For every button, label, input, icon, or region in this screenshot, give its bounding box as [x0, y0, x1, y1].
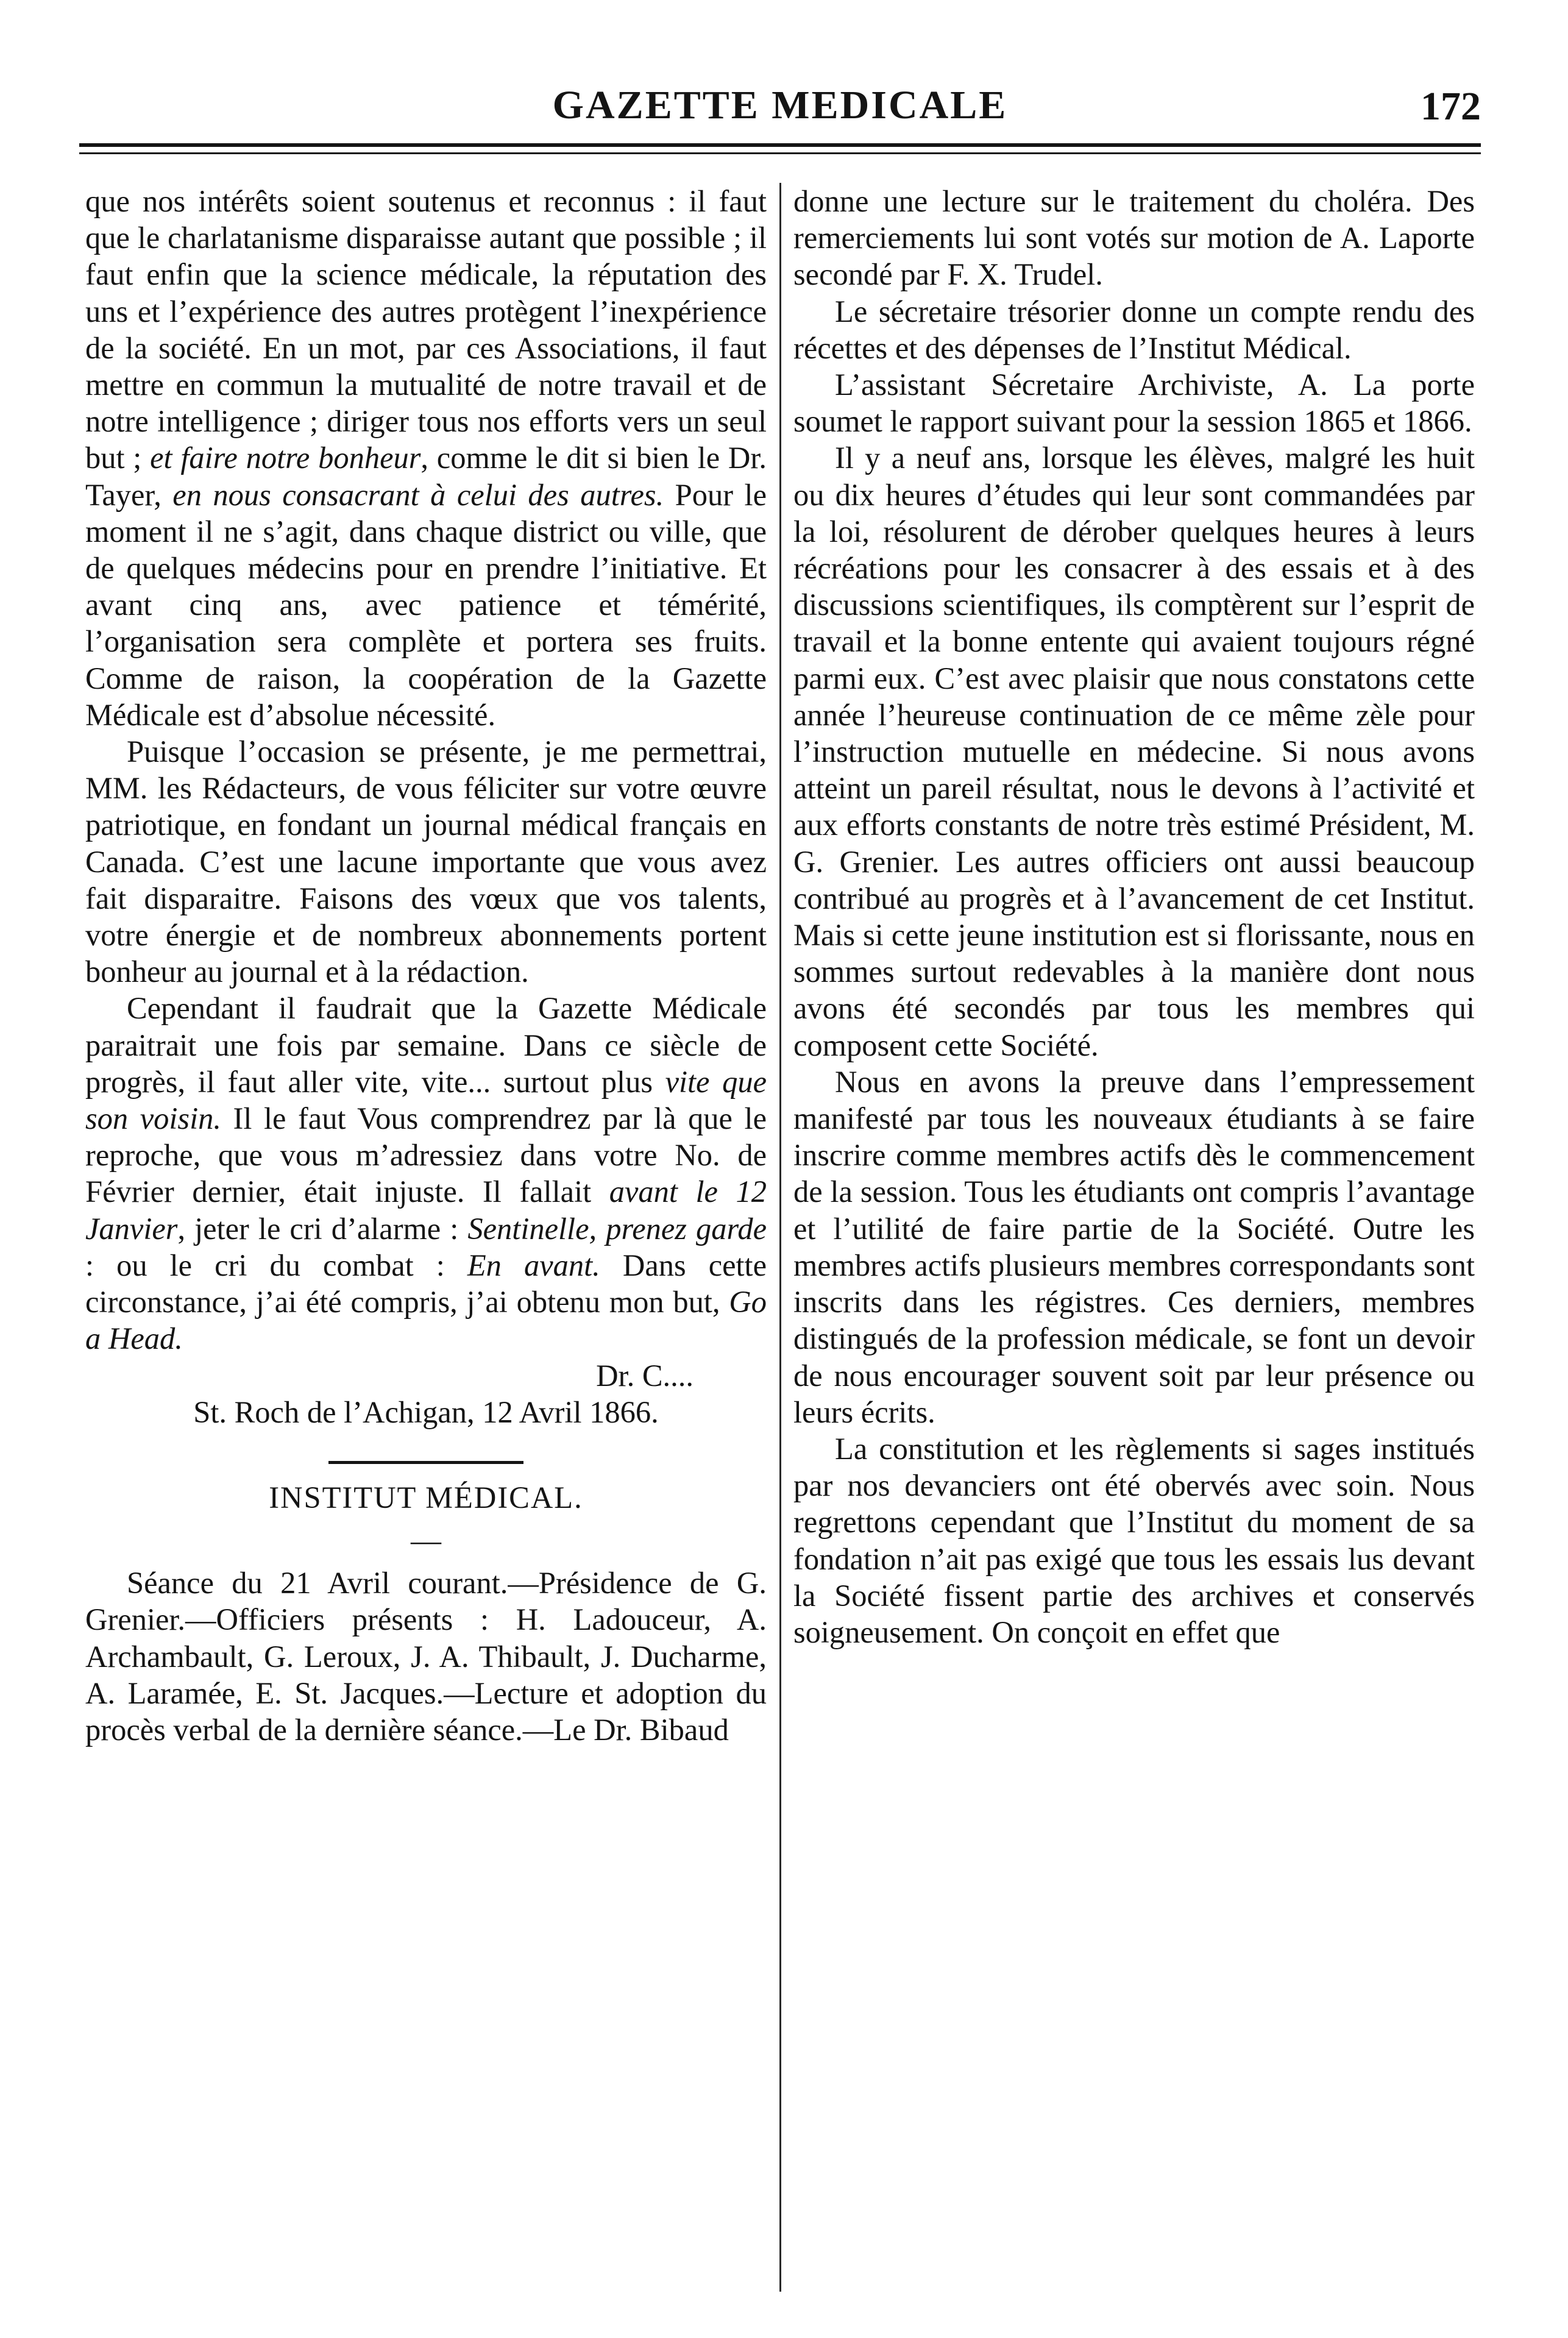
- paragraph: Puisque l’occasion se présente, je me permettrai, MM. les Rédacteurs, de vous féliciter sur votre œuvre patriotique, en fondant un journal médical français en Canada. C’est une lacune importante que vous avez fait disparaitre. Faisons des vœux que vos talents, votre énergie et de nombreux abonnements portent bonheur au journal et à la rédaction.: [85, 734, 767, 989]
- paragraph: La constitution et les règlements si sages institués par nos devanciers ont été obervés avec soin. Nous regrettons cependant que l’Institut du moment de sa fondation n’ait pas exigé que tous les essais lus devant la Société fissent partie des archives et conservés soigneusement. On conçoit en effet que: [793, 1431, 1475, 1649]
- left-column: [85, 183, 767, 1748]
- paragraph: Nous en avons la preuve dans l’empressement manifesté par tous les nouveaux étudiants à se faire inscrire comme membres actifs dès le commencement de la session. Tous les étudiants ont compris l’avantage et l’utilité de faire partie de la Société. Outre les membres actifs plusieurs membres correspondants sont inscrits dans les régistres. Ces derniers, membres distingués de la profession médicale, se font un devoir de nous encourager souvent soit par leur présence ou leurs écrits.: [793, 1064, 1475, 1429]
- right-column: [793, 183, 1475, 1650]
- page-header: [79, 58, 1481, 131]
- dateline: St. Roch de l’Achigan, 12 Avril 1866.: [193, 1395, 659, 1429]
- column-divider: [779, 183, 781, 2292]
- italic-phrase: et faire notre bonheur: [150, 441, 421, 475]
- section-title: INSTITUT MÉDICAL.: [269, 1480, 583, 1515]
- paragraph: Le sécretaire trésorier donne un compte rendu des récettes et des dépenses de l’Institut Médical.: [793, 294, 1475, 365]
- paragraph: donne une lecture sur le traitement du choléra. Des remerciements lui sont votés sur motion de A. Laporte secondé par F. X. Trudel.: [793, 184, 1475, 292]
- italic-phrase: Go a Head.: [85, 1285, 767, 1356]
- journal-title: GAZETTE MEDICALE: [552, 83, 1008, 127]
- italic-phrase: avant le 12 Janvier: [85, 1174, 767, 1246]
- header-rule-thick: [79, 143, 1481, 147]
- section-separator: [328, 1461, 523, 1464]
- italic-phrase: en nous consacrant à celui des autres.: [172, 477, 664, 512]
- paragraph: L’assistant Sécretaire Archiviste, A. La porte soumet le rapport suivant pour la session 1865 et 1866.: [793, 368, 1475, 439]
- italic-phrase: Sentinelle, prenez garde: [467, 1211, 767, 1246]
- paragraph: Séance du 21 Avril courant.—Présidence de G. Grenier.—Officiers présents : H. Ladouceur, A. Archambault, G. Leroux, J. A. Thibault, J. Ducharme, A. Laramée, E. St. Jacques.—Lecture et adoption du procès verbal de la dernière séance.—Le Dr. Bibaud: [85, 1566, 767, 1747]
- italic-phrase: En avant.: [467, 1248, 600, 1282]
- header-rule-thin: [79, 152, 1481, 154]
- paragraph: Cependant il faudrait que la Gazette Médicale paraitrait une fois par semaine. Dans ce siècle de progrès, il faut aller vite, vite... surtout plus vite que son voisin. Il le faut Vous comprendrez par là que le reproche, que vous m’adressiez dans votre No. de Février dernier, était injuste. Il fallait avant le 12 Janvier, jeter le cri d’alarme : Sentinelle, prenez garde : ou le cri du combat : En avant. Dans cette circonstance, j’ai été compris, j’ai obtenu mon but, Go a Head.: [85, 991, 767, 1356]
- signature: Dr. C....: [596, 1358, 694, 1393]
- italic-phrase: vite que son voisin.: [85, 1064, 767, 1136]
- paragraph: que nos intérêts soient soutenus et reconnus : il faut que le charlatanisme disparaisse autant que possible ; il faut enfin que la science médicale, la réputation des uns et l’expérience des autres protègent l’inexpérience de la société. En un mot, par ces Associations, il faut mettre en commun la mutualité de notre travail et de notre intelligence ; diriger tous nos efforts vers un seul but ; et faire notre bonheur, comme le dit si bien le Dr. Tayer, en nous consacrant à celui des autres. Pour le moment il ne s’agit, dans chaque district ou ville, que de quelques médecins pour en prendre l’initiative. Et avant cinq ans, avec patience et témérité, l’organisation sera complète et portera ses fruits. Comme de raison, la coopération de la Gazette Médicale est d’absolue nécessité.: [85, 184, 767, 732]
- page-number: 172: [1421, 84, 1481, 129]
- section-ornament: —: [411, 1523, 441, 1558]
- paragraph: Il y a neuf ans, lorsque les élèves, malgré les huit ou dix heures d’études qui leur sont commandées par la loi, résolurent de dérober quelques heures à leurs récréations pour les consacrer à des essais et à des discussions scientifiques, ils comptèrent sur l’esprit de travail et la bonne entente qui avaient toujours régné parmi eux. C’est avec plaisir que nous constatons cette année l’heureuse continuation de ce même zèle pour l’instruction mutuelle en médecine. Si nous avons atteint un pareil résultat, nous le devons à l’activité et aux efforts constants de notre très estimé Président, M. G. Grenier. Les autres officiers ont aussi beaucoup contribué au progrès et à l’avancement de cet Institut. Mais si cette jeune institution est si florissante, nous en sommes surtout redevables à la manière dont nous avons été secondés par tous les membres qui composent cette Société.: [793, 441, 1475, 1062]
